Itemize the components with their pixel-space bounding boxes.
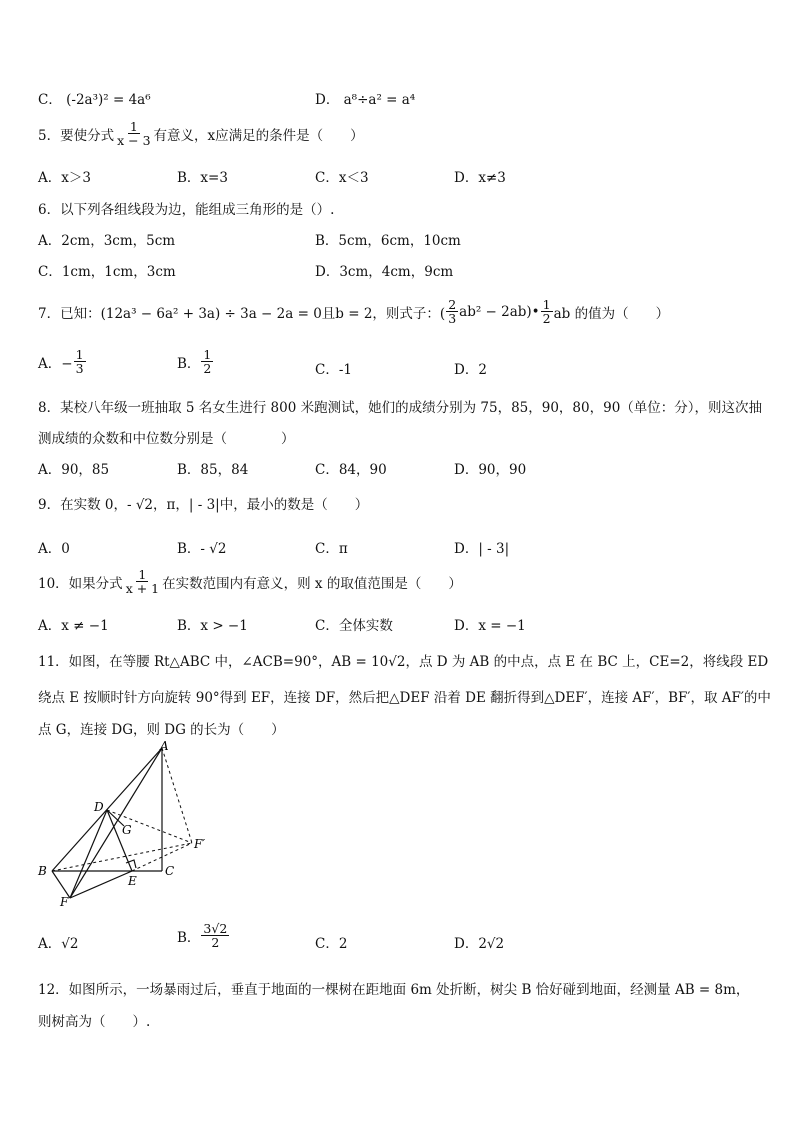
question-11-line-2: 绕点 E 按顺时针方向旋转 90°得到 EF，连接 DF，然后把△DEF 沿着 DE 翻折得到△DEF′，连接 AF′，BF′，取 AF′的中 — [38, 690, 771, 706]
fraction-denominator: x + 1 — [125, 581, 160, 597]
fraction — [115, 120, 152, 147]
q7-option-d: D．2 — [454, 362, 487, 378]
q9-option-a: A．0 — [38, 541, 70, 557]
q9-option-d: D．| - 3| — [454, 541, 510, 557]
fraction-numerator: 1 — [129, 119, 138, 134]
q6-option-c: C．1cm，1cm，3cm — [38, 264, 176, 280]
q11-option-c: C．2 — [315, 936, 348, 952]
q8-option-d: D．90，90 — [454, 462, 527, 478]
fraction — [541, 298, 553, 325]
fraction — [201, 922, 229, 949]
q7-option-c: C．-1 — [315, 362, 352, 378]
fraction-numerator: 1 — [203, 347, 212, 362]
question-5 — [38, 120, 364, 147]
q7-option-b — [177, 348, 214, 375]
fraction-denominator: x − 3 — [117, 133, 151, 149]
question-11-line-3: 点 G，连接 DG，则 DG 的长为（ ） — [38, 722, 285, 738]
option-label: B． — [177, 929, 201, 946]
question-text: 7．已知：(12a³ − 6a² + 3a) ÷ 3a − 2a = 0且b = 2，则式子：( — [38, 305, 446, 322]
q9-option-c: C．π — [315, 541, 348, 557]
question-text: 在实数范围内有意义，则 x 的取值范围是（ ） — [162, 575, 462, 592]
question-6: 6．以下列各组线段为边，能组成三角形的是（）. — [38, 202, 335, 218]
fraction — [446, 298, 458, 325]
q10-option-a: A．x ≠ −1 — [38, 618, 109, 634]
question-7 — [38, 298, 669, 325]
segment-af-prime — [162, 748, 192, 843]
q10-option-d: D．x = −1 — [454, 618, 526, 634]
label-f-prime: F′ — [194, 837, 206, 851]
q8-option-b: B．85，84 — [177, 462, 249, 478]
q4-option-c — [38, 88, 151, 108]
q6-option-b: B．5cm，6cm，10cm — [315, 233, 461, 249]
q5-option-a: A．x＞3 — [38, 170, 91, 186]
fraction-numerator: 3√2 — [203, 921, 228, 936]
label-g: G — [122, 823, 132, 837]
fraction-numerator: 2 — [448, 297, 457, 312]
fraction — [124, 568, 161, 595]
q8-option-a: A．90，85 — [38, 462, 110, 478]
question-11-line-1: 11．如图，在等腰 Rt△ABC 中，∠ACB=90°，AB = 10√2，点 D 为 AB 的中点，点 E 在 BC 上，CE=2，将线段 ED — [38, 654, 769, 670]
option-label: C． — [38, 92, 62, 108]
option-label: B． — [177, 355, 201, 372]
fraction-numerator: 1 — [138, 567, 147, 582]
q5-option-b: B．x=3 — [177, 170, 228, 186]
label-b: B — [38, 864, 47, 878]
label-a: A — [160, 739, 169, 753]
q5-option-c: C．x＜3 — [315, 170, 369, 186]
question-text: ab 的值为（ ） — [553, 305, 670, 322]
q9-option-b: B．- √2 — [177, 541, 227, 557]
label-c: C — [165, 864, 175, 878]
question-text: ab² − 2ab)• — [459, 303, 540, 320]
fraction-denominator: 2 — [542, 311, 551, 327]
question-12-line-2: 则树高为（ ）. — [38, 1014, 151, 1030]
segment-df-prime — [107, 810, 192, 843]
question-9: 9．在实数 0，- √2，π，| - 3|中，最小的数是（ ） — [38, 497, 369, 513]
label-f: F — [60, 895, 69, 908]
q11-option-d: D．2√2 — [454, 936, 505, 952]
fraction-numerator: 1 — [75, 347, 84, 362]
label-e: E — [128, 874, 137, 888]
q11-option-a: A．√2 — [38, 936, 79, 952]
segment-af — [70, 748, 162, 898]
q8-option-c: C．84，90 — [315, 462, 387, 478]
q6-option-a: A．2cm，3cm，5cm — [38, 233, 176, 249]
q7-option-a — [38, 348, 87, 375]
question-8-line-2: 测成绩的众数和中位数分别是（ ） — [38, 431, 295, 447]
question-10 — [38, 568, 462, 595]
question-8-line-1: 8．某校八年级一班抽取 5 名女生进行 800 米跑测试，她们的成绩分别为 75，85，90，80，90（单位：分），则这次抽 — [38, 400, 763, 416]
question-text: 5．要使分式 — [38, 127, 115, 144]
fraction — [74, 348, 86, 375]
fraction-denominator: 3 — [448, 311, 457, 327]
math-expression: a⁸÷a² = a⁴ — [343, 92, 416, 108]
q10-option-c: C．全体实数 — [315, 618, 393, 634]
segment-ab — [52, 748, 162, 871]
fraction-denominator: 2 — [211, 935, 220, 951]
option-label: D． — [315, 92, 340, 108]
fraction-denominator: 3 — [75, 361, 84, 377]
question-12-line-1: 12．如图所示，一场暴雨过后，垂直于地面的一棵树在距地面 6m 处折断，树尖 B 恰好碰到地面，经测量 AB = 8m， — [38, 982, 750, 998]
question-text: 10．如果分式 — [38, 575, 123, 592]
math-expression: (-2a³)² = 4a⁶ — [66, 92, 151, 108]
q11-geometry-figure — [30, 738, 220, 908]
question-text: 有意义，x应满足的条件是（ ） — [153, 127, 364, 144]
q4-option-d — [315, 88, 415, 108]
segment-bf — [52, 871, 70, 898]
q5-option-d: D．x≠3 — [454, 170, 506, 186]
q10-option-b: B．x > −1 — [177, 618, 248, 634]
option-label: A．− — [38, 355, 73, 372]
q6-option-d: D．3cm，4cm，9cm — [315, 264, 454, 280]
q11-option-b — [177, 922, 230, 949]
fraction — [201, 348, 213, 375]
fraction-denominator: 2 — [203, 361, 212, 377]
fraction-numerator: 1 — [542, 297, 551, 312]
label-d: D — [94, 800, 104, 814]
